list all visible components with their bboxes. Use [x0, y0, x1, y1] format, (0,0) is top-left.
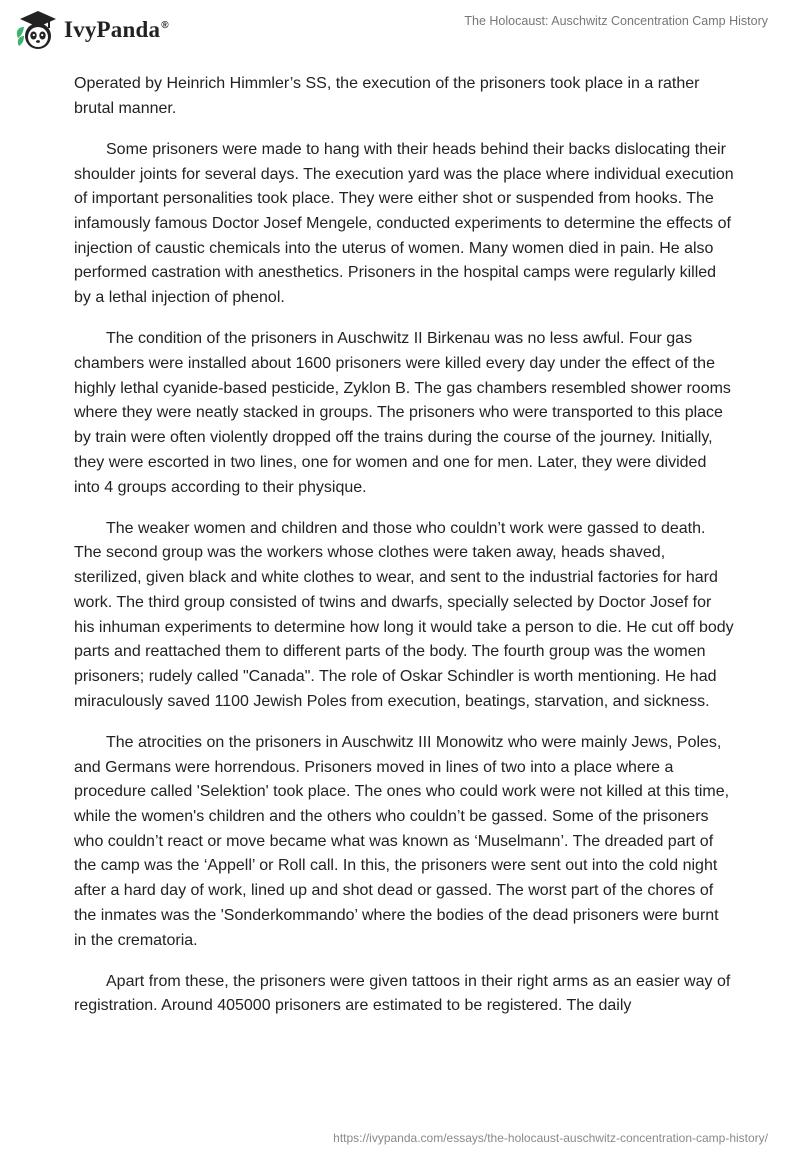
essay-paragraph: The atrocities on the prisoners in Auschwitz III Monowitz who were mainly Jews, Poles, and Germans were horrendous. Prisoners moved in lines of two into a place where a procedure called 'Selektion' took place. The ones who could work were not killed at this time, while the women's children and the others who couldn’t be gassed. Some of the prisoners who couldn’t react or move became what was known as ‘Muselmann’. The dreaded part of the camp was the ‘Appell’ or Roll call. In this, the prisoners were sent out into the cold night after a hard day of work, lined up and shot dead or gassed. The worst part of the chores of the inmates was the 'Sonderkommando’ where the bodies of the dead prisoners were burnt in the crematoria.: [74, 733, 730, 949]
document-title: The Holocaust: Auschwitz Concentration Camp History: [464, 14, 768, 28]
brand-registered-mark: ®: [161, 20, 169, 32]
brand-logo[interactable]: [14, 8, 169, 52]
essay-body: [74, 72, 734, 1036]
essay-paragraph: Apart from these, the prisoners were given tattoos in their right arms as an easier way of registration. Around 405000 prisoners are estimated to be registered. The daily: [74, 972, 731, 1015]
essay-paragraph: Operated by Heinrich Himmler’s SS, the execution of the prisoners took place in a rather brutal manner.: [74, 75, 700, 117]
brand-name: IvyPanda®: [64, 17, 169, 42]
page-header: [0, 0, 800, 60]
essay-paragraph: Some prisoners were made to hang with their heads behind their backs dislocating their shoulder joints for several days. The execution yard was the place where individual execution of important personalities took place. They were either shot or suspended from hooks. The infamously famous Doctor Josef Mengele, conducted experiments to determine the effects of injection of caustic chemicals into the uterus of women. Many women died in pain. He also performed castration with anesthetics. Prisoners in the hospital camps were regularly killed by a lethal injection of phenol.: [74, 140, 734, 307]
panda-graduate-logo-icon: [14, 8, 58, 52]
essay-paragraph: The weaker women and children and those who couldn’t work were gassed to death. The second group was the workers whose clothes were taken away, heads shaved, sterilized, given black and white clothes to wear, and sent to the industrial factories for hard work. The third group consisted of twins and dwarfs, specially selected by Doctor Josef for his inhuman experiments to determine how long it would take a person to die. He cut off body parts and reattached them to different parts of the body. The fourth group was the women prisoners; rudely called "Canada". The role of Oskar Schindler is worth mentioning. He had miraculously saved 1100 Jewish Poles from execution, beatings, starvation, and sickness.: [74, 519, 734, 710]
essay-paragraph: The condition of the prisoners in Auschwitz II Birkenau was no less awful. Four gas chambers were installed about 1600 prisoners were killed every day under the effect of the highly lethal cyanide-based pesticide, Zyklon B. The gas chambers resembled shower rooms where they were neatly stacked in groups. The prisoners who were transported to this place by train were often violently dropped off the trains during the course of the journey. Initially, they were escorted in two lines, one for women and one for men. Later, they were divided into 4 groups according to their physique.: [74, 330, 731, 496]
source-url-link[interactable]: https://ivypanda.com/essays/the-holocaust-auschwitz-concentration-camp-history/: [333, 1131, 768, 1145]
